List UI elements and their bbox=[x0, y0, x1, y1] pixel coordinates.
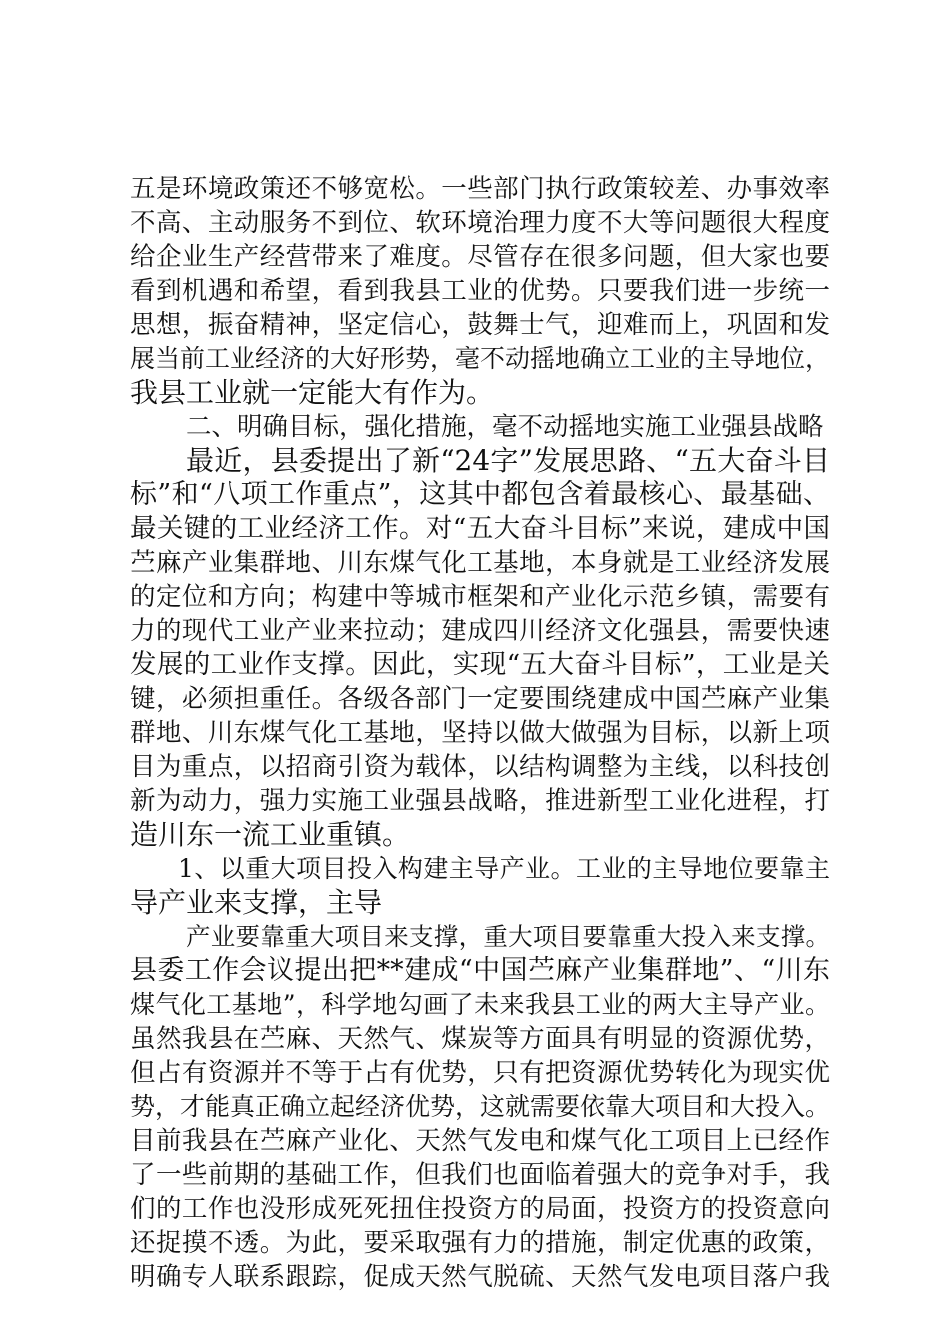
section-heading: 二、明确目标，强化措施，毫不动摇地实施工业强县战略 bbox=[186, 412, 824, 442]
text-line: 产业要靠重大项目来支撑，重大项目要靠重大投入来支撑。 bbox=[186, 922, 830, 951]
text-line: 县委工作会议提出把**建成“中国苎麻产业集群地”、“川东 bbox=[130, 955, 830, 986]
text-line: 五是环境政策还不够宽松。一些部门执行政策较差、办事效率 bbox=[130, 174, 830, 204]
text-line: 但占有资源并不等于占有优势，只有把资源优势转化为现实优 bbox=[130, 1058, 830, 1088]
text-line: 明确专人联系跟踪，促成天然气脱硫、天然气发电项目落户我 bbox=[130, 1262, 830, 1292]
text-line: 势，才能真正确立起经济优势，这就需要依靠大项目和大投入。 bbox=[130, 1092, 831, 1121]
text-line: 力的现代工业产业来拉动；建成四川经济文化强县，需要快速 bbox=[130, 616, 830, 646]
text-line: 们的工作也没形成死死扭住投资方的局面，投资方的投资意向 bbox=[130, 1194, 830, 1224]
text-line: 标”和“八项工作重点”，这其中都包含着最核心、最基础、 bbox=[130, 479, 830, 510]
text-line: 最近，县委提出了新“24字”发展思路、“五大奋斗目 bbox=[186, 444, 830, 477]
text-line: 的定位和方向；构建中等城市框架和产业化示范乡镇，需要有 bbox=[130, 582, 830, 612]
text-line: 了一些前期的基础工作，但我们也面临着强大的竞争对手，我 bbox=[130, 1160, 830, 1190]
text-line: 还捉摸不透。为此，要采取强有力的措施，制定优惠的政策， bbox=[130, 1228, 830, 1258]
text-line: 最关键的工业经济工作。对“五大奋斗目标”来说，建成中国 bbox=[130, 513, 830, 544]
text-line: 导产业来支撑，主导 bbox=[130, 886, 383, 919]
text-line: 思想，振奋精神，坚定信心，鼓舞士气，迎难而上，巩固和发 bbox=[130, 310, 830, 340]
text-line: 苎麻产业集群地、川东煤气化工基地，本身就是工业经济发展 bbox=[130, 548, 830, 578]
text-line: 群地、川东煤气化工基地，坚持以做大做强为目标，以新上项 bbox=[130, 718, 830, 748]
text-line: 新为动力，强力实施工业强县战略，推进新型工业化进程，打 bbox=[130, 786, 830, 816]
text-line: 不高、主动服务不到位、软环境治理力度不大等问题很大程度 bbox=[130, 208, 830, 238]
text-line: 目为重点，以招商引资为载体，以结构调整为主线，以科技创 bbox=[130, 752, 830, 782]
text-line: 我县工业就一定能大有作为。 bbox=[130, 376, 495, 409]
text-line: 发展的工业作支撑。因此，实现“五大奋斗目标”，工业是关 bbox=[130, 649, 830, 680]
text-line: 键，必须担重任。各级各部门一定要围绕建成中国苎麻产业集 bbox=[130, 684, 830, 714]
subsection-heading: 1、以重大项目投入构建主导产业。工业的主导地位要靠主 bbox=[178, 854, 830, 883]
text-line: 给企业生产经营带来了难度。尽管存在很多问题，但大家也要 bbox=[130, 242, 830, 272]
text-line: 造川东一流工业重镇。 bbox=[130, 818, 411, 851]
text-line: 目前我县在苎麻产业化、天然气发电和煤气化工项目上已经作 bbox=[130, 1126, 830, 1156]
text-line: 展当前工业经济的大好形势，毫不动摇地确立工业的主导地位， bbox=[130, 344, 831, 373]
text-line: 煤气化工基地”，科学地勾画了未来我县工业的两大主导产业。 bbox=[130, 990, 830, 1019]
text-line: 虽然我县在苎麻、天然气、煤炭等方面具有明显的资源优势， bbox=[130, 1024, 830, 1054]
text-line: 看到机遇和希望，看到我县工业的优势。只要我们进一步统一 bbox=[130, 276, 830, 306]
